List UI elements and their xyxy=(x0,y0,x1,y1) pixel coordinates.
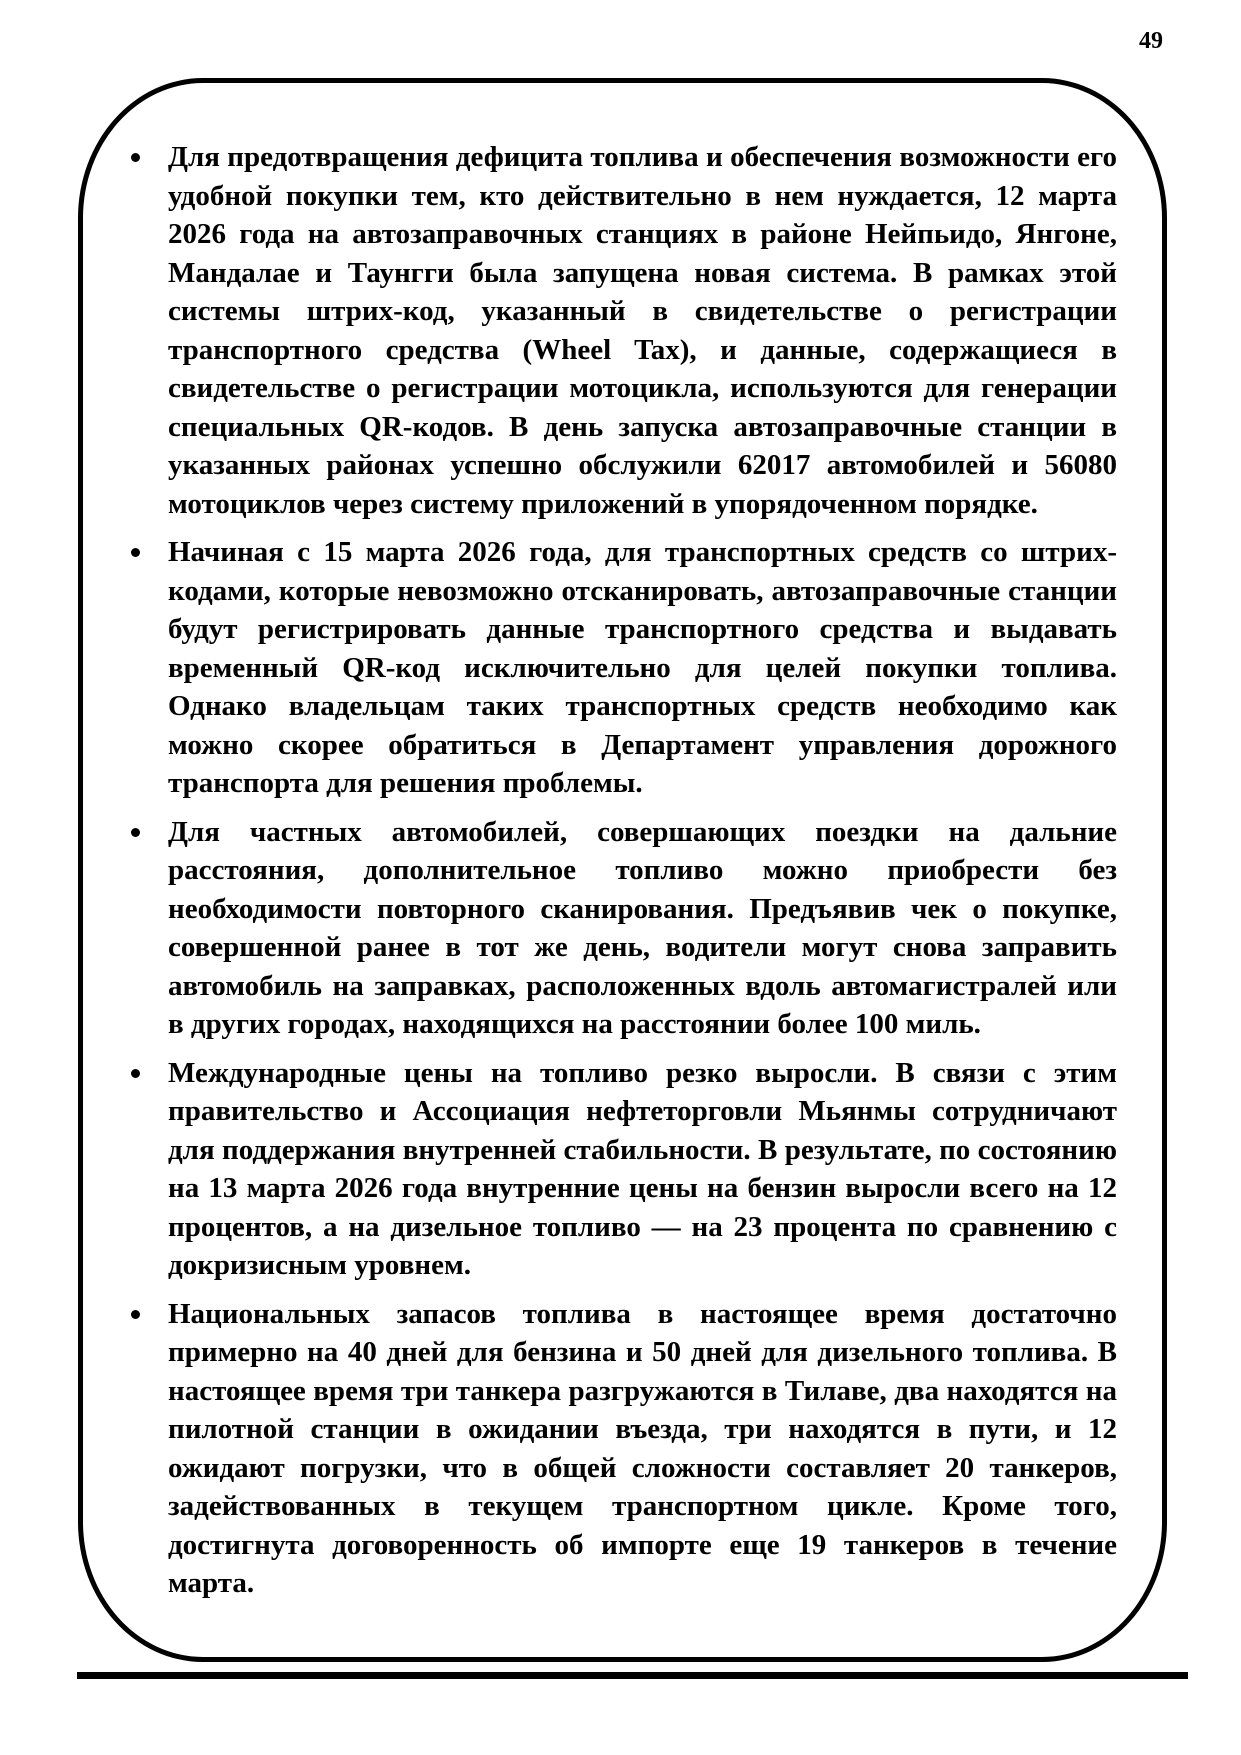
bullet-item xyxy=(130,1054,1117,1285)
page-number: 49 xyxy=(1139,28,1163,54)
bullet-icon xyxy=(131,548,140,557)
bullet-item xyxy=(130,533,1117,803)
footer-rule xyxy=(77,1672,1188,1679)
bullet-icon xyxy=(131,1310,140,1319)
bullet-item xyxy=(130,138,1117,523)
bullet-icon xyxy=(131,153,140,162)
bullet-item xyxy=(130,1295,1117,1603)
bullet-icon xyxy=(131,828,140,837)
rounded-border-box xyxy=(78,78,1167,1662)
bullet-list xyxy=(130,138,1117,1603)
bullet-icon xyxy=(131,1069,140,1078)
bullet-text: Для предотвращения дефицита топлива и обеспечения возможности его удобной покупки тем, кто действительно в нем нуждается, 12 марта 2026 года на автозаправочных станциях в районе Нейпьидо, Янгоне, Мандалае и Таунгги была запущена новая система. В рамках этой системы штрих-код, указанный в свидетельстве о регистрации транспортного средства (Wheel Tax), и данные, содержащиеся в свидетельстве о регистрации мотоцикла, используются для генерации специальных QR-кодов. В день запуска автозаправочные станции в указанных районах успешно обслужили 62017 автомобилей и 56080 мотоциклов через систему приложений в упорядоченном порядке. xyxy=(168,141,1117,520)
bullet-item xyxy=(130,813,1117,1044)
bullet-text: Для частных автомобилей, совершающих поездки на дальние расстояния, дополнительное топливо можно приобрести без необходимости повторного сканирования. Предъявив чек о покупке, совершенной ранее в тот же день, водители могут снова заправить автомобиль на заправках, расположенных вдоль автомагистралей или в других городах, находящихся на расстоянии более 100 миль. xyxy=(168,815,1117,1040)
bullet-text: Национальных запасов топлива в настоящее время достаточно примерно на 40 дней для бензина и 50 дней для дизельного топлива. В настоящее время три танкера разгружаются в Тилаве, два находятся на пилотной станции в ожидании въезда, три находятся в пути, и 12 ожидают погрузки, что в общей сложности составляет 20 танкеров, задействованных в текущем транспортном цикле. Кроме того, достигнута договоренность об импорте еще 19 танкеров в течение марта. xyxy=(168,1297,1117,1599)
bullet-text: Начиная с 15 марта 2026 года, для транспортных средств со штрих-кодами, которые невозможно отсканировать, автозаправочные станции будут регистрировать данные транспортного средства и выдавать временный QR-код исключительно для целей покупки топлива. Однако владельцам таких транспортных средств необходимо как можно скорее обратиться в Департамент управления дорожного транспорта для решения проблемы. xyxy=(168,536,1117,799)
bullet-text: Международные цены на топливо резко выросли. В связи с этим правительство и Ассоциация нефтеторговли Мьянмы сотрудничают для поддержания внутренней стабильности. В результате, по состоянию на 13 марта 2026 года внутренние цены на бензин выросли всего на 12 процентов, а на дизельное топливо — на 23 процента по сравнению с докризисным уровнем. xyxy=(168,1056,1117,1281)
